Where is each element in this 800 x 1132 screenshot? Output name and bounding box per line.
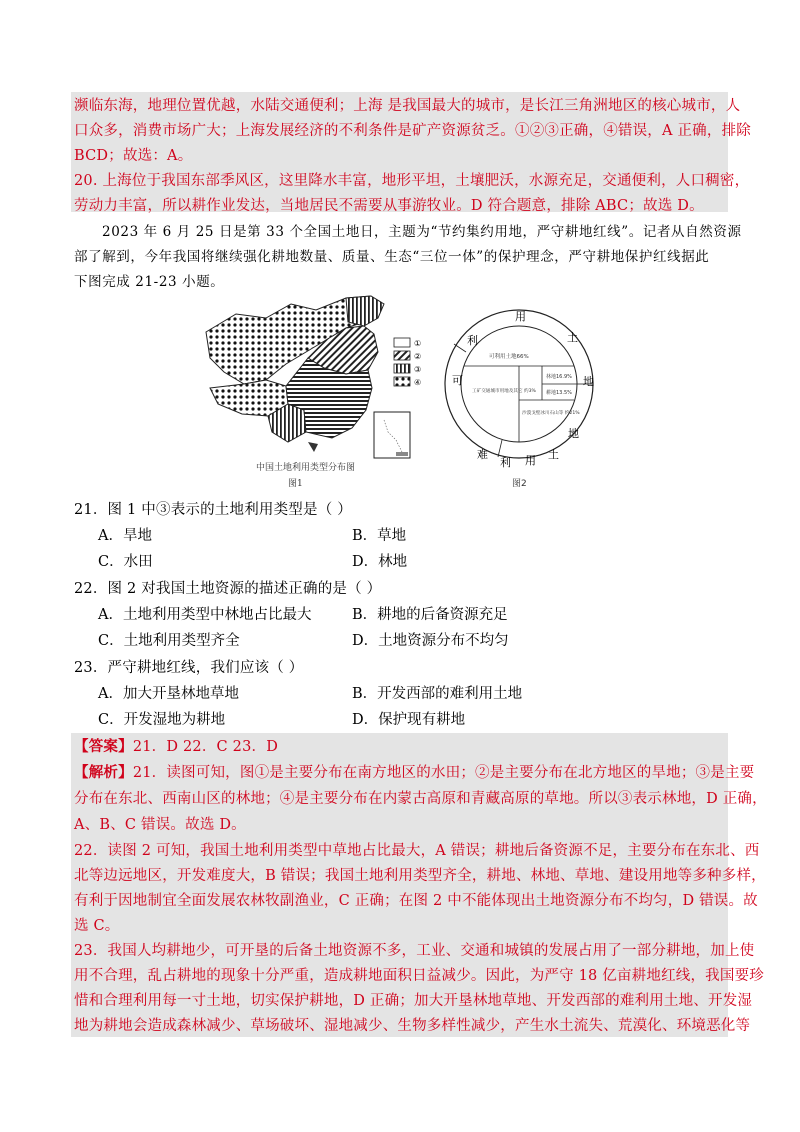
q21-option-d: D．林地 (352, 554, 408, 570)
analysis-line: 23．我国人均耕地少，可开垦的后备土地资源不多，工业、交通和城镇的发展占用了一部分耕地，加上使 (74, 943, 755, 959)
analysis-line: 惜和合理利用每一寸土地，切实保护耕地，D 正确；加大开垦林地草地、开发西部的难利用土地、开发湿 (74, 993, 753, 1009)
answer-text: 21．D 22．C 23．D (132, 739, 279, 755)
legend-item: ② (414, 352, 422, 361)
analysis-line: 选 C。 (74, 918, 120, 934)
analysis-line: 地为耕地会造成森林减少、草场破坏、湿地减少、生物多样性减少，产生水土流失、荒漠化、环境恶化等 (74, 1018, 751, 1034)
segment-label: 耕地13.5% (546, 390, 572, 396)
figures (196, 292, 616, 492)
land-resource-diagram (445, 310, 594, 489)
analysis-line: 用不合理，乱占耕地的现象十分严重，造成耕地面积日益减少。因此，为严守 18 亿亩耕地红线，我国要珍 (74, 968, 764, 984)
segment-label: 可利用土地66% (489, 354, 529, 360)
q23-option-d: D．保护现有耕地 (352, 712, 466, 728)
ring-char: 用 (515, 310, 526, 323)
land-use-map (206, 296, 421, 489)
map-region-forest-ne (346, 296, 384, 326)
intro-line: 部了解到，今年我国将继续强化耕地数量、质量、生态“三位一体”的保护理念，严守耕地保护红线据此 (74, 249, 710, 265)
intro-line: 2023 年 6 月 25 日是第 33 个全国土地日，主题为“节约集约用地，严守耕地红线”。记者从自然资源 (102, 224, 742, 240)
q20-explanation-line: 劳动力丰富，所以耕作业发达，当地居民不需要从事游牧业。D 符合题意，排除 ABC；故选 D。 (74, 198, 704, 214)
answer-line (74, 737, 278, 757)
ring-char: 土 (567, 331, 578, 344)
map-legend (394, 338, 421, 387)
analysis-line: A、B、C 错误。故选 D。 (74, 817, 246, 833)
q23-stem: 23．严守耕地红线，我们应该（ ） (74, 660, 304, 676)
ring-char: 可 (452, 374, 463, 387)
q21-option-b: B．草地 (352, 528, 407, 544)
segment-label: 林地16.9% (546, 374, 572, 380)
figure2-label: 图2 (512, 479, 527, 489)
ring-char: 地 (568, 427, 579, 440)
analysis-text: 21．读图可知，图①是主要分布在南方地区的水田；②是主要分布在北方地区的旱地；③是主要 (132, 765, 755, 781)
ring-char: 用 (525, 454, 536, 467)
analysis-line (74, 763, 754, 783)
explanation-line: 濒临东海，地理位置优越，水陆交通便利；上海 是我国最大的城市，是长江三角洲地区的核心城市，人 (74, 98, 741, 114)
analysis-line: 分布在东北、西南山区的林地；④是主要分布在内蒙古高原和青藏高原的草地。所以③表示林地，D 正确， (74, 791, 767, 807)
ring-char: 地 (583, 375, 594, 388)
q23-option-b: B．开发西部的难利用土地 (352, 686, 523, 702)
figure1-label: 图1 (288, 479, 303, 489)
legend-item: ① (414, 339, 422, 348)
explanation-line: BCD；故选：A。 (74, 148, 193, 164)
analysis-line: 有利于因地制宜全面发展农林牧副渔业，C 正确；在图 2 中不能体现出土地资源分布不均匀，D 错误。故 (74, 893, 758, 909)
ring-char: 难 (477, 448, 488, 461)
ring-char: 利 (500, 456, 511, 469)
explanation-line: 口众多，消费市场广大；上海发展经济的不利条件是矿产资源贫乏。①②③正确，④错误，A 正确，排除 (74, 123, 751, 139)
legend-item: ③ (414, 365, 422, 374)
q22-option-d: D．土地资源分布不均匀 (352, 633, 509, 649)
q22-option-a: A．土地利用类型中林地占比最大 (98, 607, 312, 623)
analysis-tag: 【解析】 (74, 764, 133, 781)
q21-option-a: A．旱地 (98, 528, 152, 544)
analysis-line: 22．读图 2 可知，我国土地利用类型中草地占比最大，A 错误；耕地后备资源不足，主要分布在东北、西 (74, 843, 760, 859)
intro-line: 下图完成 21-23 小题。 (74, 274, 225, 290)
segment-label: 工矿交通城市用地及其它 约3% (472, 389, 536, 394)
figure1-title: 中国土地利用类型分布图 (256, 463, 356, 473)
legend-item: ④ (414, 378, 422, 387)
q20-explanation-line: 20. 上海位于我国东部季风区，这里降水丰富，地形平坦，土壤肥沃，水源充足，交通便利，人口稠密， (74, 173, 750, 189)
q21-stem: 21．图 1 中③表示的土地利用类型是（ ） (74, 502, 352, 518)
ring-char: 土 (548, 448, 559, 461)
q22-stem: 22．图 2 对我国土地资源的描述正确的是（ ） (74, 581, 382, 597)
q21-option-c: C．水田 (98, 554, 153, 570)
south-sea-inset (374, 412, 410, 458)
ring-char: 利 (467, 334, 478, 347)
q22-option-b: B．耕地的后备资源充足 (352, 607, 508, 623)
analysis-line: 北等边远地区，开发难度大，B 错误；我国土地利用类型齐全，耕地、林地、草地、建设用地等多种多样， (74, 868, 766, 884)
segment-label: 沙漠戈壁冰川石山等 约21% (522, 411, 580, 416)
q23-option-c: C．开发湿地为耕地 (98, 712, 226, 728)
q22-option-c: C．土地利用类型齐全 (98, 633, 240, 649)
q23-option-a: A．加大开垦林地草地 (98, 686, 239, 702)
answer-tag: 【答案】 (74, 738, 133, 755)
